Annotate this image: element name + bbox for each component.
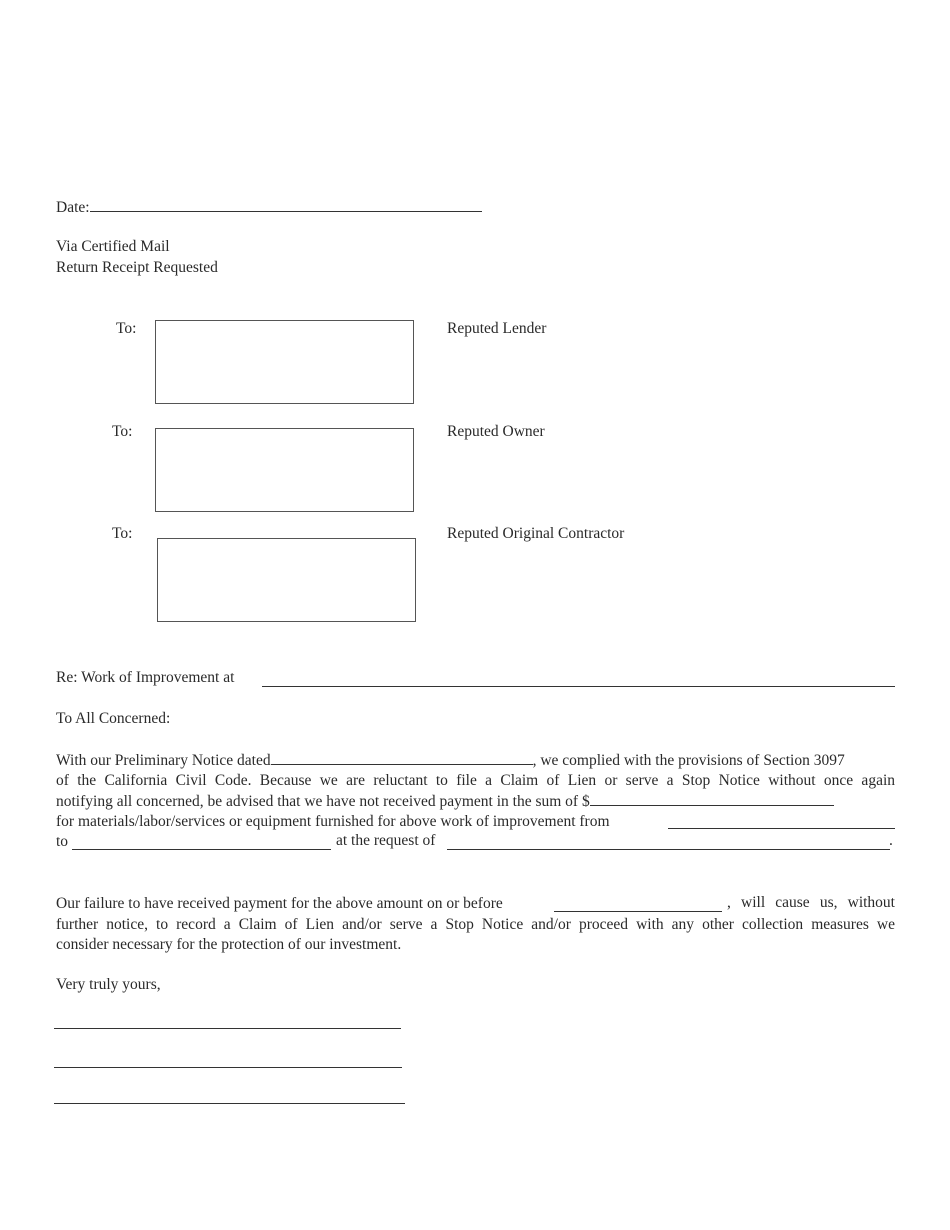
paragraph2-line1-tail: , will cause us, without [727, 894, 895, 911]
signature-line-2[interactable] [54, 1067, 402, 1068]
re-label: Re: Work of Improvement at [56, 669, 235, 686]
paragraph1-line1: With our Preliminary Notice dated , we complied with the provisions of Section 3097 [56, 752, 845, 769]
paragraph1-line2: of the California Civil Code. Because we are reluctant to file a Claim of Lien or serve a Stop Notice without once again [56, 771, 895, 789]
work-address-field[interactable] [262, 672, 895, 687]
to-label-contractor: To: [112, 525, 133, 542]
paragraph1-line3: notifying all concerned, be advised that we have not received payment in the sum of $ [56, 791, 895, 812]
paragraph2-line2: further notice, to record a Claim of Lien and/or serve a Stop Notice and/or proceed with any other collection measures we [56, 915, 895, 933]
requested-by-field[interactable] [447, 835, 890, 850]
signature-line-3[interactable] [54, 1103, 405, 1104]
reputed-owner-label: Reputed Owner [447, 423, 545, 440]
preliminary-notice-date-field[interactable] [271, 750, 533, 765]
owner-address-box[interactable] [155, 428, 414, 512]
deadline-date-field[interactable] [554, 897, 722, 912]
closing: Very truly yours, [56, 976, 161, 993]
reputed-contractor-label: Reputed Original Contractor [447, 525, 625, 542]
amount-field[interactable] [590, 791, 834, 806]
signature-line-1[interactable] [54, 1028, 401, 1029]
contractor-address-box[interactable] [157, 538, 416, 622]
to-label-owner: To: [112, 423, 133, 440]
paragraph2-line3: consider necessary for the protection of our investment. [56, 936, 402, 953]
from-date-field[interactable] [668, 814, 895, 829]
paragraph1-line5: to [56, 833, 69, 850]
salutation: To All Concerned: [56, 710, 171, 727]
date-field[interactable] [90, 197, 482, 212]
date-label: Date: [56, 199, 90, 216]
date-row [56, 197, 482, 217]
paragraph1-line4: for materials/labor/services or equipment furnished for above work of improvement from [56, 812, 610, 830]
mail-method-line1: Via Certified Mail [56, 238, 170, 255]
mail-method-line2: Return Receipt Requested [56, 259, 218, 276]
reputed-lender-label: Reputed Lender [447, 320, 547, 337]
re-row [56, 669, 234, 687]
lender-address-box[interactable] [155, 320, 414, 404]
request-of-label: at the request of [336, 832, 436, 849]
period: . [889, 832, 893, 849]
to-date-field[interactable] [72, 835, 331, 850]
paragraph2-line1: Our failure to have received payment for the above amount on or before [56, 895, 503, 912]
to-label-lender: To: [116, 320, 137, 337]
